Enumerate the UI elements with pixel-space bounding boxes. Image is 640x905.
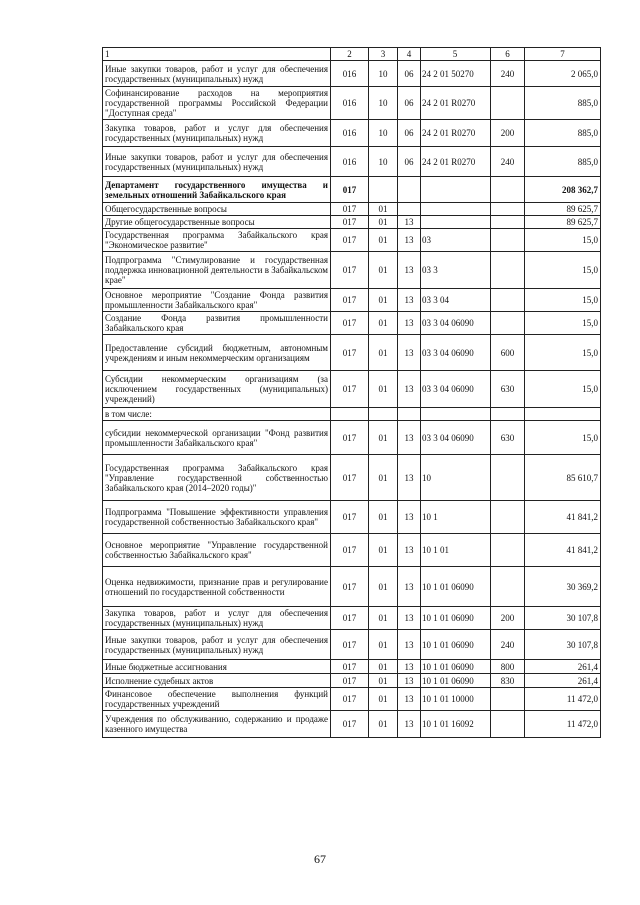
cell-amount: 41 841,2 <box>525 534 601 567</box>
cell-amount: 89 625,7 <box>525 203 601 216</box>
cell-name: Закупка товаров, работ и услуг для обеспечения государственных (муниципальных) нужд <box>103 607 331 630</box>
cell-target-code <box>421 177 491 203</box>
cell-admin-code: 017 <box>331 607 369 630</box>
cell-expense-type <box>491 501 525 534</box>
table-row <box>103 408 601 421</box>
cell-expense-type: 200 <box>491 607 525 630</box>
cell-expense-type: 830 <box>491 674 525 688</box>
cell-admin-code: 016 <box>331 120 369 147</box>
cell-target-code: 10 1 01 06090 <box>421 674 491 688</box>
cell-expense-type: 600 <box>491 335 525 371</box>
cell-name: Исполнение судебных актов <box>103 674 331 688</box>
cell-section: 01 <box>369 229 398 252</box>
cell-expense-type <box>491 688 525 711</box>
cell-name: Общегосударственные вопросы <box>103 203 331 216</box>
cell-section: 01 <box>369 216 398 229</box>
cell-subsection: 13 <box>398 630 421 660</box>
cell-name: Иные закупки товаров, работ и услуг для обеспечения государственных (муниципальных) нужд <box>103 147 331 177</box>
cell-subsection: 13 <box>398 335 421 371</box>
cell-target-code: 03 3 04 <box>421 289 491 312</box>
cell-amount <box>525 408 601 421</box>
cell-target-code: 10 1 01 <box>421 534 491 567</box>
cell-section <box>369 408 398 421</box>
table-row <box>103 607 601 630</box>
cell-target-code: 10 <box>421 455 491 501</box>
cell-admin-code: 017 <box>331 421 369 455</box>
table-row <box>103 630 601 660</box>
cell-name: Предоставление субсидий бюджетным, автономным учреждениям и иным некоммерческим организациям <box>103 335 331 371</box>
table-row <box>103 534 601 567</box>
cell-target-code <box>421 203 491 216</box>
cell-amount: 41 841,2 <box>525 501 601 534</box>
cell-name: Государственная программа Забайкальского края "Управление государственной собственностью Забайкальского края (2014–2020 годы)" <box>103 455 331 501</box>
cell-target-code: 10 1 01 06090 <box>421 630 491 660</box>
cell-admin-code: 017 <box>331 335 369 371</box>
page-number: 67 <box>314 852 326 866</box>
table-row <box>103 567 601 607</box>
cell-section: 01 <box>369 711 398 738</box>
cell-subsection: 06 <box>398 147 421 177</box>
cell-subsection: 13 <box>398 607 421 630</box>
cell-admin-code: 017 <box>331 567 369 607</box>
cell-admin-code: 017 <box>331 711 369 738</box>
table-row <box>103 203 601 216</box>
cell-amount: 15,0 <box>525 229 601 252</box>
cell-target-code: 10 1 <box>421 501 491 534</box>
header-cell-4: 4 <box>398 48 421 61</box>
table-row <box>103 216 601 229</box>
cell-admin-code: 017 <box>331 289 369 312</box>
cell-expense-type: 240 <box>491 630 525 660</box>
table-row <box>103 421 601 455</box>
cell-section: 01 <box>369 371 398 408</box>
cell-section: 01 <box>369 674 398 688</box>
cell-section: 01 <box>369 630 398 660</box>
cell-admin-code: 017 <box>331 371 369 408</box>
cell-admin-code: 017 <box>331 501 369 534</box>
cell-target-code: 10 1 01 10000 <box>421 688 491 711</box>
cell-target-code: 03 3 04 06090 <box>421 312 491 335</box>
cell-subsection: 13 <box>398 567 421 607</box>
cell-expense-type: 630 <box>491 371 525 408</box>
table-row <box>103 371 601 408</box>
cell-amount: 885,0 <box>525 87 601 120</box>
cell-amount: 15,0 <box>525 312 601 335</box>
cell-name: Другие общегосударственные вопросы <box>103 216 331 229</box>
header-cell-1: 1 <box>103 48 331 61</box>
cell-target-code: 10 1 01 06090 <box>421 660 491 674</box>
cell-subsection: 13 <box>398 216 421 229</box>
cell-section: 01 <box>369 660 398 674</box>
cell-section: 01 <box>369 567 398 607</box>
cell-target-code: 03 3 04 06090 <box>421 421 491 455</box>
cell-expense-type <box>491 203 525 216</box>
cell-expense-type <box>491 252 525 289</box>
table-row <box>103 312 601 335</box>
cell-admin-code: 017 <box>331 177 369 203</box>
table-row <box>103 252 601 289</box>
cell-target-code: 10 1 01 16092 <box>421 711 491 738</box>
cell-section: 01 <box>369 688 398 711</box>
header-cell-5: 5 <box>421 48 491 61</box>
cell-admin-code <box>331 408 369 421</box>
table-row <box>103 87 601 120</box>
cell-subsection: 13 <box>398 711 421 738</box>
cell-subsection: 13 <box>398 229 421 252</box>
cell-subsection <box>398 203 421 216</box>
cell-expense-type <box>491 312 525 335</box>
cell-name: Создание Фонда развития промышленности Забайкальского края <box>103 312 331 335</box>
cell-target-code: 03 <box>421 229 491 252</box>
cell-expense-type <box>491 711 525 738</box>
cell-name: Иные закупки товаров, работ и услуг для обеспечения государственных (муниципальных) нужд <box>103 630 331 660</box>
cell-admin-code: 017 <box>331 674 369 688</box>
cell-expense-type <box>491 455 525 501</box>
cell-expense-type <box>491 216 525 229</box>
cell-name: Оценка недвижимости, признание прав и регулирование отношений по государственной собственности <box>103 567 331 607</box>
cell-amount: 30 107,8 <box>525 630 601 660</box>
table-row <box>103 120 601 147</box>
cell-name: Закупка товаров, работ и услуг для обеспечения государственных (муниципальных) нужд <box>103 120 331 147</box>
cell-target-code: 24 2 01 50270 <box>421 61 491 87</box>
cell-admin-code: 016 <box>331 61 369 87</box>
table-row <box>103 289 601 312</box>
cell-amount: 30 107,8 <box>525 607 601 630</box>
cell-amount: 2 065,0 <box>525 61 601 87</box>
cell-name: Департамент государственного имущества и земельных отношений Забайкальского края <box>103 177 331 203</box>
cell-expense-type <box>491 87 525 120</box>
cell-subsection: 13 <box>398 674 421 688</box>
cell-section: 10 <box>369 120 398 147</box>
cell-section: 01 <box>369 455 398 501</box>
cell-expense-type <box>491 229 525 252</box>
cell-admin-code: 017 <box>331 216 369 229</box>
cell-subsection: 13 <box>398 289 421 312</box>
cell-expense-type: 630 <box>491 421 525 455</box>
header-cell-7: 7 <box>525 48 601 61</box>
cell-subsection <box>398 408 421 421</box>
cell-subsection: 13 <box>398 252 421 289</box>
cell-subsection: 13 <box>398 501 421 534</box>
cell-subsection <box>398 177 421 203</box>
cell-name: Государственная программа Забайкальского края "Экономическое развитие" <box>103 229 331 252</box>
cell-target-code: 03 3 04 06090 <box>421 335 491 371</box>
cell-name: субсидии некоммерческой организации "Фонд развития промышленности Забайкальского края" <box>103 421 331 455</box>
cell-admin-code: 017 <box>331 534 369 567</box>
cell-amount: 30 369,2 <box>525 567 601 607</box>
cell-admin-code: 017 <box>331 312 369 335</box>
cell-admin-code: 017 <box>331 660 369 674</box>
cell-expense-type: 240 <box>491 61 525 87</box>
cell-amount: 89 625,7 <box>525 216 601 229</box>
cell-name: Подпрограмма "Стимулирование и государственная поддержка инновационной деятельности в Забайкальском крае" <box>103 252 331 289</box>
cell-name: Основное мероприятие "Создание Фонда развития промышленности Забайкальского края" <box>103 289 331 312</box>
cell-expense-type: 800 <box>491 660 525 674</box>
cell-target-code <box>421 408 491 421</box>
cell-section: 10 <box>369 61 398 87</box>
cell-target-code: 10 1 01 06090 <box>421 607 491 630</box>
cell-amount: 885,0 <box>525 120 601 147</box>
cell-target-code: 24 2 01 R0270 <box>421 87 491 120</box>
cell-amount: 208 362,7 <box>525 177 601 203</box>
cell-expense-type <box>491 567 525 607</box>
cell-expense-type <box>491 289 525 312</box>
cell-admin-code: 017 <box>331 229 369 252</box>
budget-table <box>102 47 601 738</box>
cell-target-code: 24 2 01 R0270 <box>421 147 491 177</box>
cell-target-code: 24 2 01 R0270 <box>421 120 491 147</box>
cell-admin-code: 016 <box>331 87 369 120</box>
cell-name: Иные бюджетные ассигнования <box>103 660 331 674</box>
cell-subsection: 13 <box>398 688 421 711</box>
cell-admin-code: 016 <box>331 147 369 177</box>
cell-target-code: 03 3 04 06090 <box>421 371 491 408</box>
cell-admin-code: 017 <box>331 455 369 501</box>
cell-subsection: 06 <box>398 61 421 87</box>
cell-amount: 15,0 <box>525 335 601 371</box>
cell-section: 01 <box>369 289 398 312</box>
header-cell-6: 6 <box>491 48 525 61</box>
cell-name: Подпрограмма "Повышение эффективности управления государственной собственностью Забайкальского края" <box>103 501 331 534</box>
cell-target-code: 03 3 <box>421 252 491 289</box>
cell-section: 01 <box>369 312 398 335</box>
header-cell-2: 2 <box>331 48 369 61</box>
cell-amount: 15,0 <box>525 289 601 312</box>
table-row <box>103 674 601 688</box>
cell-section: 10 <box>369 87 398 120</box>
cell-section: 01 <box>369 534 398 567</box>
cell-section: 01 <box>369 607 398 630</box>
cell-target-code: 10 1 01 06090 <box>421 567 491 607</box>
cell-amount: 85 610,7 <box>525 455 601 501</box>
cell-section: 01 <box>369 335 398 371</box>
cell-amount: 885,0 <box>525 147 601 177</box>
cell-expense-type <box>491 408 525 421</box>
cell-subsection: 13 <box>398 371 421 408</box>
cell-amount: 15,0 <box>525 421 601 455</box>
table-row <box>103 61 601 87</box>
cell-amount: 15,0 <box>525 252 601 289</box>
table-row <box>103 335 601 371</box>
cell-name: Учреждения по обслуживанию, содержанию и продаже казенного имущества <box>103 711 331 738</box>
cell-amount: 261,4 <box>525 660 601 674</box>
cell-admin-code: 017 <box>331 252 369 289</box>
cell-name: Основное мероприятие "Управление государственной собственностью Забайкальского края" <box>103 534 331 567</box>
cell-subsection: 06 <box>398 120 421 147</box>
cell-section: 01 <box>369 421 398 455</box>
cell-subsection: 06 <box>398 87 421 120</box>
cell-subsection: 13 <box>398 660 421 674</box>
cell-name: в том числе: <box>103 408 331 421</box>
table-row <box>103 229 601 252</box>
cell-expense-type <box>491 534 525 567</box>
table-row <box>103 177 601 203</box>
table-row <box>103 660 601 674</box>
cell-target-code <box>421 216 491 229</box>
cell-name: Иные закупки товаров, работ и услуг для обеспечения государственных (муниципальных) нужд <box>103 61 331 87</box>
cell-name: Финансовое обеспечение выполнения функций государственных учреждений <box>103 688 331 711</box>
table-header-row <box>103 48 601 61</box>
cell-subsection: 13 <box>398 421 421 455</box>
cell-expense-type: 240 <box>491 147 525 177</box>
cell-name: Софинансирование расходов на мероприятия государственной программы Российской Федерации "Доступная среда" <box>103 87 331 120</box>
cell-section: 01 <box>369 252 398 289</box>
table-row <box>103 688 601 711</box>
table-row <box>103 711 601 738</box>
cell-amount: 11 472,0 <box>525 711 601 738</box>
cell-subsection: 13 <box>398 312 421 335</box>
cell-admin-code: 017 <box>331 688 369 711</box>
table-body <box>103 48 601 738</box>
table-row <box>103 455 601 501</box>
cell-name: Субсидии некоммерческим организациям (за исключением государственных (муниципальных) учреждений) <box>103 371 331 408</box>
cell-expense-type <box>491 177 525 203</box>
cell-amount: 11 472,0 <box>525 688 601 711</box>
header-cell-3: 3 <box>369 48 398 61</box>
cell-admin-code: 017 <box>331 630 369 660</box>
cell-section: 01 <box>369 203 398 216</box>
cell-subsection: 13 <box>398 534 421 567</box>
table-row <box>103 147 601 177</box>
cell-expense-type: 200 <box>491 120 525 147</box>
cell-section <box>369 177 398 203</box>
cell-section: 10 <box>369 147 398 177</box>
cell-subsection: 13 <box>398 455 421 501</box>
cell-admin-code: 017 <box>331 203 369 216</box>
cell-amount: 15,0 <box>525 371 601 408</box>
cell-section: 01 <box>369 501 398 534</box>
cell-amount: 261,4 <box>525 674 601 688</box>
table-row <box>103 501 601 534</box>
